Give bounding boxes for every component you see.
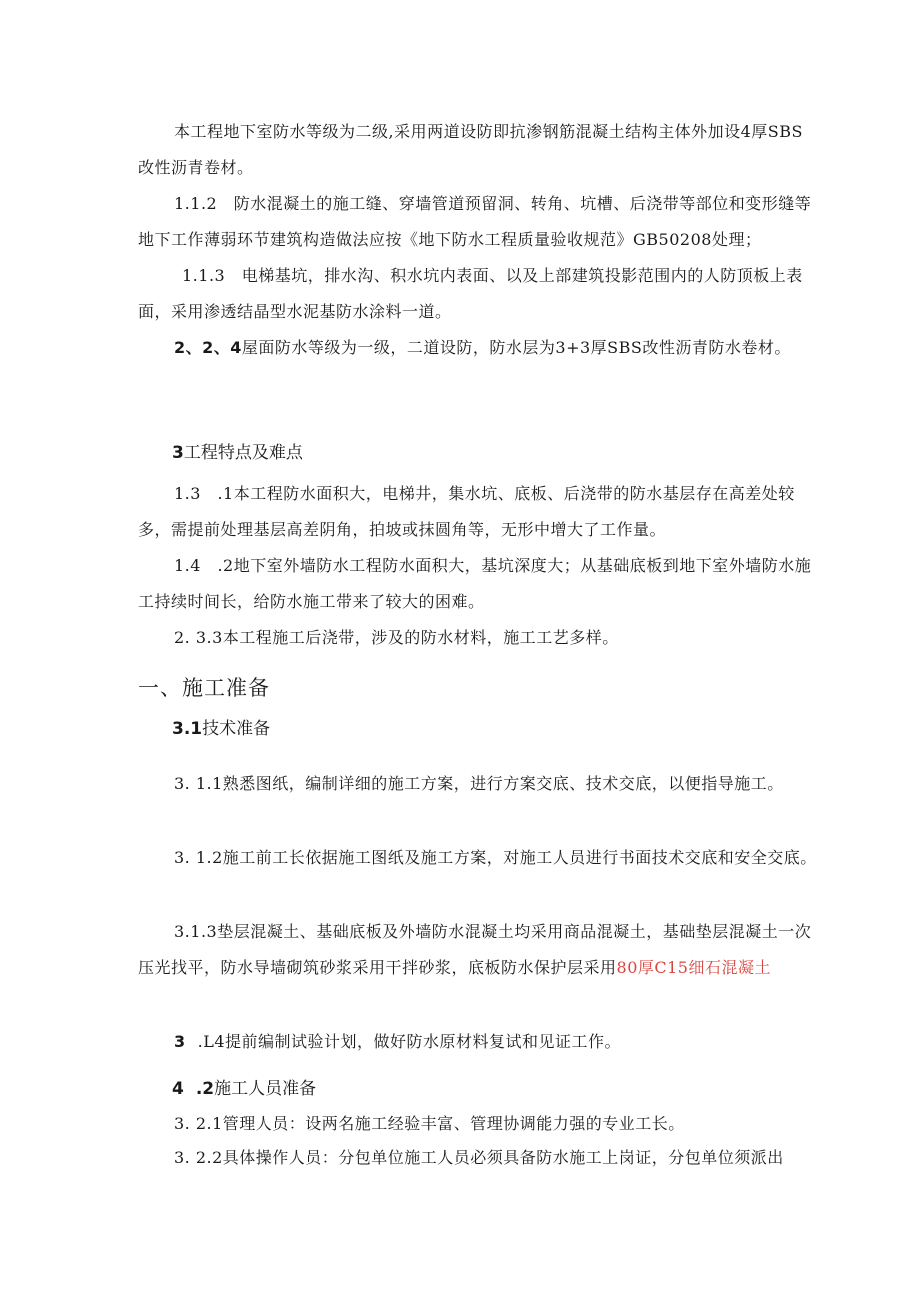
paragraph-1-1-2: 1.1.2 防水混凝土的施工缝、穿墙管道预留洞、转角、坑槽、后浇带等部位和变形缝等地下工作薄弱环节建筑构造做法应按《地下防水工程质量验收规范》GB50208处理； — [138, 194, 812, 249]
paragraph-3-1-3: 3.1.3垫层混凝土、基础底板及外墙防水混凝土均采用商品混凝土，基础垫层混凝土一次压光找平，防水导墙砌筑砂浆采用干拌砂浆，底板防水保护层采用80厚C15细石混凝土 — [138, 922, 812, 977]
heading-personnel-prep: 4 .2施工人员准备 — [172, 1079, 317, 1099]
paragraph-1-4: 1.4 .2地下室外墙防水工程防水面积大，基坑深度大；从基础底板到地下室外墙防水施工持续时间长，给防水施工带来了较大的困难。 — [138, 556, 812, 611]
paragraph-1-1-3: 1.1.3 电梯基坑，排水沟、积水坑内表面、以及上部建筑投影范围内的人防顶板上表面，采用渗透结晶型水泥基防水涂料一道。 — [138, 266, 803, 321]
heading-project-features: 3工程特点及难点 — [172, 443, 303, 463]
paragraph-3-1-4: 3 .L4提前编制试验计划，做好防水原材料复试和见证工作。 — [174, 1032, 622, 1051]
paragraph-3-2-1: 3. 2.1管理人员：设两名施工经验丰富、管理协调能力强的专业工长。 — [174, 1114, 685, 1133]
heading-technical-prep: 3.1技术准备 — [172, 719, 271, 739]
paragraph-3-1-2: 3. 1.2施工前工长依据施工图纸及施工方案，对施工人员进行书面技术交底和安全交底。 — [174, 848, 817, 867]
section-heading-construction-prep: 一、施工准备 — [138, 676, 270, 700]
highlighted-material: 80厚C15细石混凝土 — [616, 958, 771, 977]
paragraph-waterproof-grade: 本工程地下室防水等级为二级,采用两道设防即抗渗钢筋混凝土结构主体外加设4厚SBS改性沥青卷材。 — [138, 122, 803, 177]
paragraph-2-3-3: 2. 3.3本工程施工后浇带，涉及的防水材料，施工工艺多样。 — [174, 628, 619, 647]
paragraph-roof-waterproof: 2、2、4屋面防水等级为一级，二道设防，防水层为3+3厚SBS改性沥青防水卷材。 — [174, 338, 791, 357]
paragraph-3-2-2: 3. 2.2具体操作人员：分包单位施工人员必须具备防水施工上岗证，分包单位须派出 — [174, 1148, 784, 1167]
paragraph-3-1-1: 3. 1.1熟悉图纸，编制详细的施工方案，进行方案交底、技术交底，以便指导施工。 — [174, 774, 784, 793]
paragraph-1-3: 1.3 .1本工程防水面积大，电梯井，集水坑、底板、后浇带的防水基层存在高差处较多，需提前处理基层高差阴角，拍坡或抹圆角等，无形中增大了工作量。 — [138, 484, 795, 539]
